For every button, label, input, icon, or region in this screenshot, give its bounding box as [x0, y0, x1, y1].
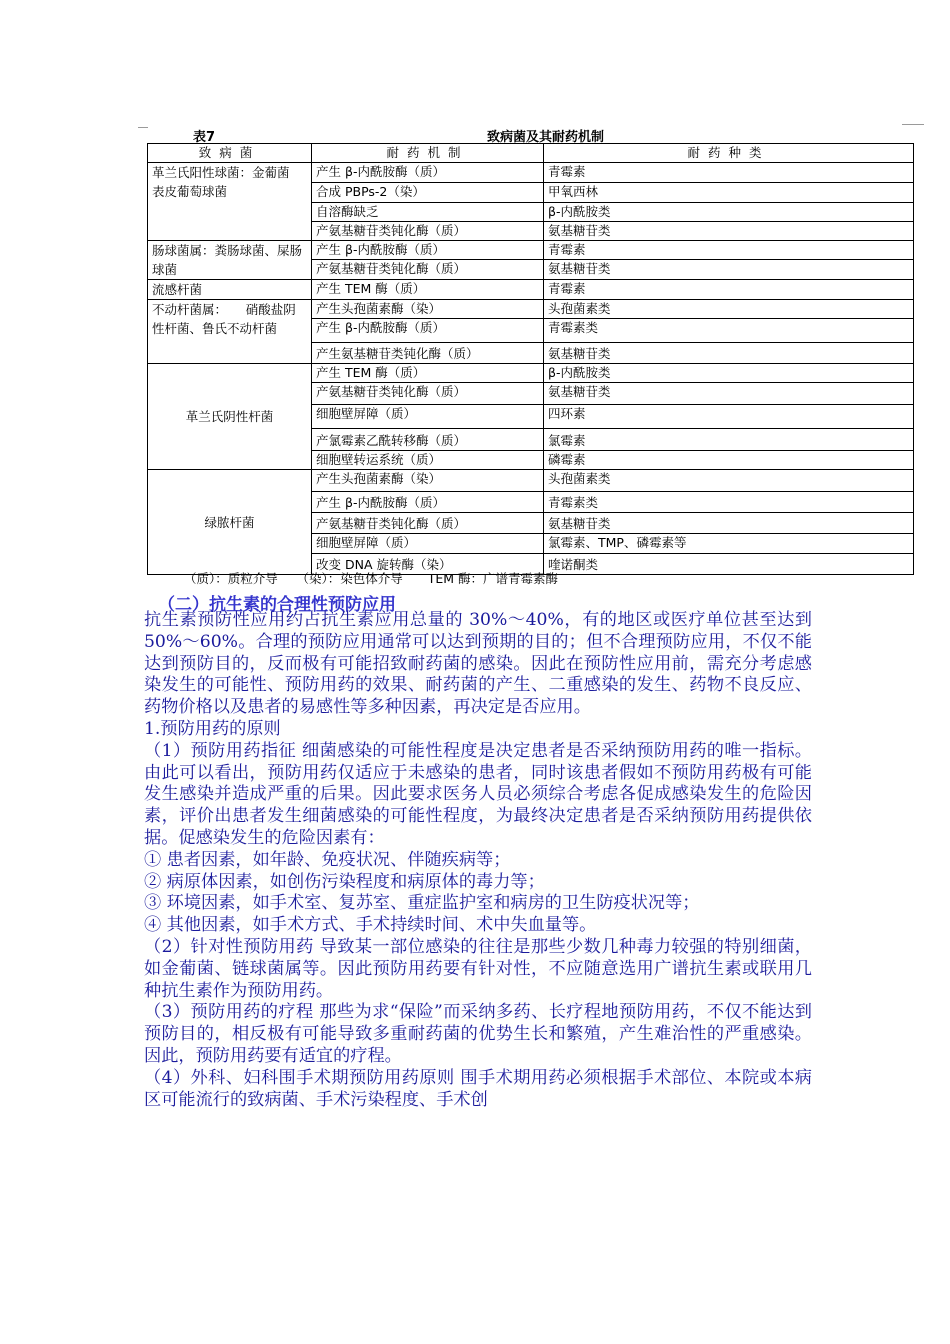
- drug-cell: 青霉素类: [544, 319, 914, 343]
- mechanism-cell: 自溶酶缺乏: [312, 203, 544, 222]
- section-title: （二）抗生素的合理性预防应用: [158, 595, 396, 615]
- mechanism-cell: 产氨基糖苷类钝化酶（质）: [312, 260, 544, 280]
- drug-cell: 喹诺酮类: [544, 554, 914, 575]
- mechanism-cell: 产氨基糖苷类钝化酶（质）: [312, 222, 544, 241]
- body-text: [144, 610, 812, 1111]
- resistance-table: [147, 143, 914, 575]
- pathogen-name: 绿脓杆菌: [204, 514, 255, 530]
- paragraph: ① 患者因素，如年龄、免疫状况、伴随疾病等；: [144, 849, 511, 870]
- drug-cell: 氯霉素、TMP、磷霉素等: [544, 534, 914, 554]
- mechanism-cell: 细胞壁屏障（质）: [312, 534, 544, 554]
- crop-mark-left: [138, 127, 148, 128]
- drug-cell: β-内酰胺类: [544, 364, 914, 383]
- table-row: [148, 163, 914, 183]
- crop-mark-right: [902, 124, 924, 125]
- table-row: [148, 470, 914, 492]
- drug-cell: 青霉素: [544, 163, 914, 183]
- pathogen-name: 不动杆菌属： 硝酸盐阴性杆菌、鲁氏不动杆菌: [152, 302, 296, 336]
- mechanism-cell: 产生 β-内酰胺酶（质）: [312, 492, 544, 513]
- mechanism-cell: 改变 DNA 旋转酶（染）: [312, 554, 544, 575]
- mechanism-cell: 产生头孢菌素酶（染）: [312, 470, 544, 492]
- pathogen-cell: [148, 241, 312, 280]
- paragraph: ② 病原体因素，如创伤污染程度和病原体的毒力等；: [144, 871, 545, 892]
- mechanism-cell: 产生 TEM 酶（质）: [312, 364, 544, 383]
- paragraph: （1）预防用药指征 细菌感染的可能性程度是决定患者是否采纳预防用药的唯一指标。由此可以看出，预防用药仅适应于未感染的患者，同时该患者假如不预防用药极有可能发生感染并造成严重的后果。因此要求医务人员必须综合考虑各促成感染发生的危险因素，评价出患者发生细菌感染的可能性程度，为最终决定患者是否采纳预防用药提供依据。促感染发生的危险因素有：: [144, 740, 812, 848]
- pathogen-name: 表皮葡萄球菌: [152, 184, 228, 199]
- pathogen-cell: [148, 364, 312, 470]
- header-drug-class: 耐药种类: [544, 144, 914, 163]
- table-footnote: （质）：质粒介导 （染）：染色体介导 TEM 酶：广谱青霉素酶: [184, 571, 559, 586]
- drug-cell: 氨基糖苷类: [544, 260, 914, 280]
- mechanism-cell: 产生氨基糖苷类钝化酶（质）: [312, 343, 544, 364]
- mechanism-cell: 合成 PBPs-2（染）: [312, 183, 544, 203]
- mechanism-cell: 产生 β-内酰胺酶（质）: [312, 319, 544, 343]
- pathogen-name: 革兰氏阴性杆菌: [185, 409, 274, 424]
- paragraph: ④ 其他因素，如手术方式、手术持续时间、术中失血量等。: [144, 915, 597, 936]
- mechanism-cell: 细胞壁屏障（质）: [312, 405, 544, 429]
- drug-cell: β-内酰胺类: [544, 203, 914, 222]
- paragraph: （4）外科、妇科围手术期预防用药原则 围手术期用药必须根据手术部位、本院或本病区可能流行的致病菌、手术污染程度、手术创: [144, 1067, 812, 1110]
- mechanism-cell: 细胞壁转运系统（质）: [312, 451, 544, 470]
- pathogen-name: 流感杆菌: [152, 282, 203, 297]
- drug-cell: 四环素: [544, 405, 914, 429]
- drug-cell: 青霉素: [544, 280, 914, 300]
- pathogen-name: 革兰氏阳性球菌：金葡菌: [152, 165, 290, 180]
- table-row: [148, 300, 914, 319]
- drug-cell: 氨基糖苷类: [544, 343, 914, 364]
- table-number: 表7: [193, 130, 216, 145]
- mechanism-cell: 产生 TEM 酶（质）: [312, 280, 544, 300]
- pathogen-cell: [148, 163, 312, 241]
- paragraph: 1.预防用药的原则: [144, 718, 281, 739]
- paragraph: 抗生素预防性应用约占抗生素应用总量的 30%～40%，有的地区或医疗单位甚至达到 50%～60%。合理的预防应用通常可以达到预期的目的；但不合理预防应用，不仅不能达到预防目的，反而极有可能招致耐药菌的感染。因此在预防性应用前，需充分考虑感染发生的可能性、预防用药的效果、耐药菌的产生、二重感染的发生、药物不良反应、药物价格以及患者的易感性等多种因素，再决定是否应用。: [144, 610, 812, 718]
- paragraph: （2）针对性预防用药 导致某一部位感染的往往是那些少数几种毒力较强的特别细菌，如金葡菌、链球菌属等。因此预防用药要有针对性，不应随意选用广谱抗生素或联用几种抗生素作为预防用药。: [144, 936, 812, 1001]
- drug-cell: 甲氧西林: [544, 183, 914, 203]
- mechanism-cell: 产氯霉素乙酰转移酶（质）: [312, 429, 544, 451]
- table-row: [148, 364, 914, 383]
- drug-cell: 磷霉素: [544, 451, 914, 470]
- pathogen-name: 肠球菌属：粪肠球菌、屎肠球菌: [152, 243, 303, 277]
- header-pathogen: 致病菌: [148, 144, 312, 163]
- drug-cell: 氨基糖苷类: [544, 383, 914, 405]
- pathogen-cell: [148, 470, 312, 575]
- mechanism-cell: 产氨基糖苷类钝化酶（质）: [312, 513, 544, 534]
- drug-cell: 氨基糖苷类: [544, 513, 914, 534]
- table-header-row: [148, 144, 914, 163]
- table-title: 致病菌及其耐药机制: [487, 130, 605, 145]
- drug-cell: 头孢菌素类: [544, 300, 914, 319]
- drug-cell: 青霉素类: [544, 492, 914, 513]
- drug-cell: 氨基糖苷类: [544, 222, 914, 241]
- pathogen-cell: [148, 300, 312, 364]
- header-mechanism: 耐药机制: [312, 144, 544, 163]
- mechanism-cell: 产生头孢菌素酶（染）: [312, 300, 544, 319]
- paragraph: （3）预防用药的疗程 那些为求“保险”而采纳多药、长疗程地预防用药，不仅不能达到预防目的，相反极有可能导致多重耐药菌的优势生长和繁殖，产生难治性的严重感染。因此，预防用药要有适宜的疗程。: [144, 1002, 812, 1066]
- table-row: [148, 280, 914, 300]
- pathogen-cell: [148, 280, 312, 300]
- paragraph: ③ 环境因素，如手术室、复苏室、重症监护室和病房的卫生防疫状况等；: [144, 893, 700, 914]
- mechanism-cell: 产氨基糖苷类钝化酶（质）: [312, 383, 544, 405]
- drug-cell: 头孢菌素类: [544, 470, 914, 492]
- table-row: [148, 241, 914, 260]
- drug-cell: 氯霉素: [544, 429, 914, 451]
- mechanism-cell: 产生 β-内酰胺酶（质）: [312, 241, 544, 260]
- mechanism-cell: 产生 β-内酰胺酶（质）: [312, 163, 544, 183]
- drug-cell: 青霉素: [544, 241, 914, 260]
